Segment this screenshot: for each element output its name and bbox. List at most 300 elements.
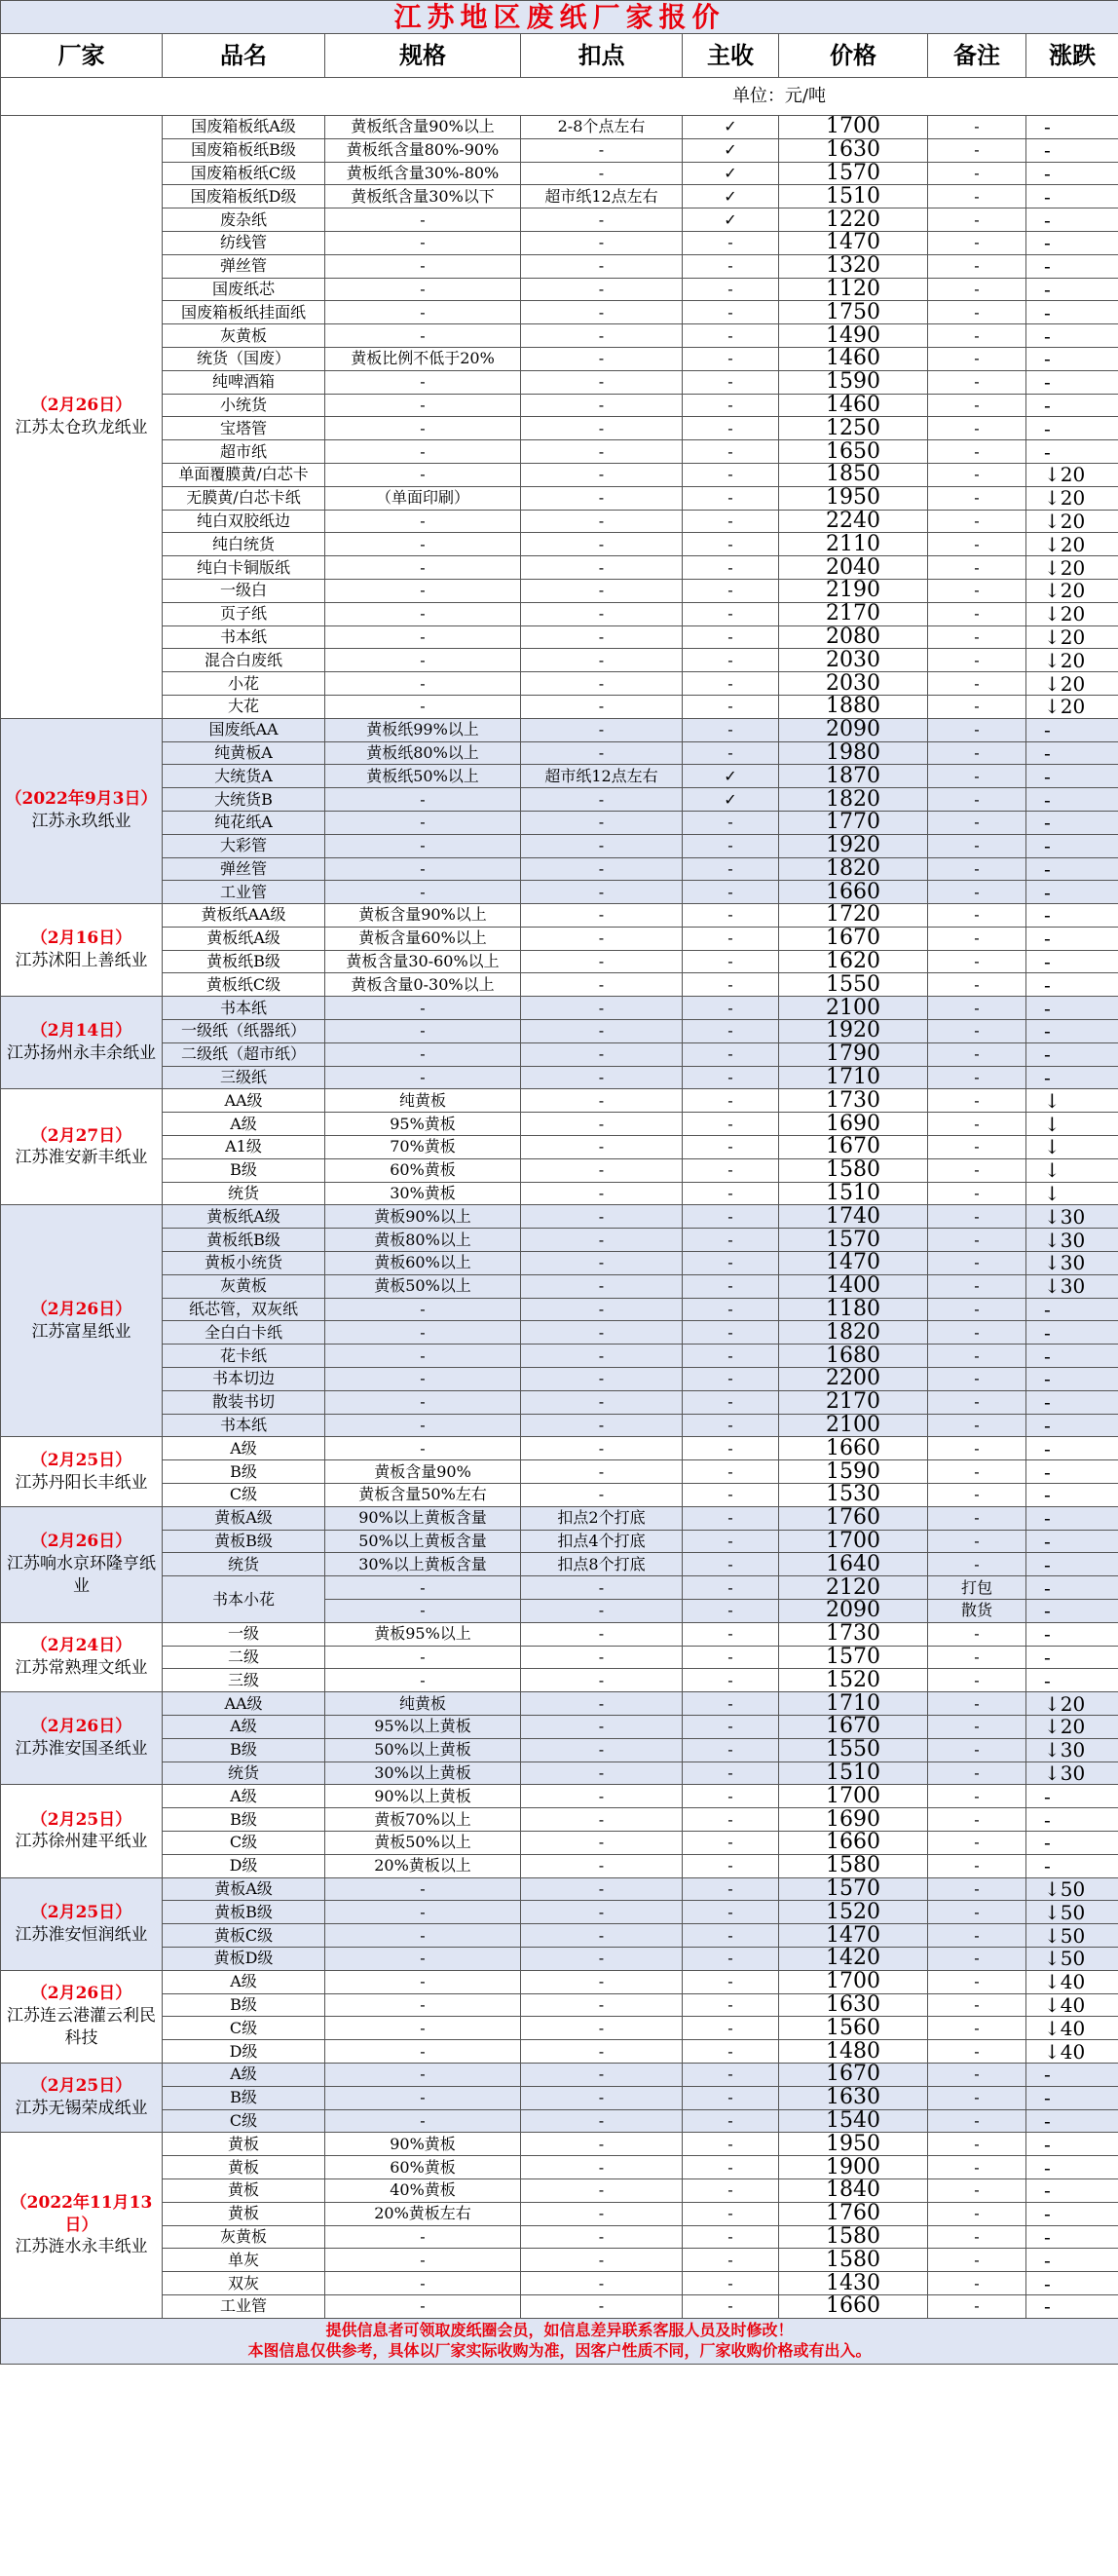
product-cell: 国废纸芯 (163, 278, 325, 301)
change-cell: ↓20 (1026, 510, 1118, 533)
product-cell: 大彩管 (163, 834, 325, 857)
table-row (1, 254, 1118, 278)
deduction-cell: - (521, 486, 683, 510)
main-flag-cell: - (683, 301, 779, 324)
price-cell: 1670 (779, 1715, 928, 1738)
deduction-cell: - (521, 1136, 683, 1159)
main-flag-cell: - (683, 2156, 779, 2179)
table-row (1, 1182, 1118, 1205)
price-cell: 1580 (779, 1854, 928, 1877)
spec-cell: 30%黄板 (325, 1182, 521, 1205)
note-cell: - (928, 370, 1026, 394)
product-cell: 纯花纸A (163, 811, 325, 834)
spec-cell: - (325, 625, 521, 649)
spec-cell: - (325, 1042, 521, 1066)
table-row (1, 1020, 1118, 1043)
product-cell: 黄板C级 (163, 1924, 325, 1948)
factory-name: 江苏太仓玖龙纸业 (15, 417, 148, 437)
deduction-cell: - (521, 2086, 683, 2109)
change-cell: ↓30 (1026, 1274, 1118, 1298)
note-cell: - (928, 649, 1026, 672)
spec-cell: - (325, 2225, 521, 2249)
main-flag-cell: - (683, 231, 779, 254)
spec-cell: - (325, 2272, 521, 2295)
table-row (1, 1901, 1118, 1924)
deduction-cell: - (521, 1252, 683, 1275)
table-row (1, 927, 1118, 950)
factory-date: （2月27日） (30, 1125, 132, 1146)
deduction-cell: - (521, 556, 683, 580)
price-cell: 1700 (779, 1785, 928, 1808)
product-cell: 黄板A级 (163, 1877, 325, 1901)
table-row (1, 1506, 1118, 1530)
deduction-cell: - (521, 324, 683, 348)
spec-cell: - (325, 1600, 521, 1623)
price-cell: 2170 (779, 602, 928, 625)
deduction-cell: - (521, 2133, 683, 2156)
note-cell: - (928, 1762, 1026, 1785)
deduction-cell: - (521, 1368, 683, 1391)
product-cell: 书本切边 (163, 1368, 325, 1391)
note-cell: - (928, 1042, 1026, 1066)
factory-date: （2月14日） (30, 1021, 132, 1042)
deduction-cell: - (521, 1229, 683, 1252)
main-flag-cell: ✓ (683, 185, 779, 208)
spec-cell: - (325, 324, 521, 348)
product-cell: C级 (163, 2109, 325, 2133)
change-cell: - (1026, 1646, 1118, 1669)
main-flag-cell: - (683, 1484, 779, 1507)
table-row (1, 324, 1118, 348)
price-cell: 1670 (779, 927, 928, 950)
note-cell: - (928, 718, 1026, 741)
product-cell: 二级 (163, 1646, 325, 1669)
header-note: 备注 (928, 34, 1026, 78)
price-cell: 1790 (779, 1042, 928, 1066)
price-cell: 1220 (779, 208, 928, 232)
spec-cell: - (325, 533, 521, 556)
deduction-cell: - (521, 904, 683, 928)
table-row (1, 486, 1118, 510)
main-flag-cell: - (683, 695, 779, 718)
spec-cell: 黄板纸含量30%以下 (325, 185, 521, 208)
spec-cell: - (325, 1669, 521, 1692)
spec-cell: 黄板含量0-30%以上 (325, 973, 521, 997)
table-row (1, 1692, 1118, 1716)
factory-cell (1, 2133, 163, 2318)
price-cell: 1460 (779, 347, 928, 370)
change-cell: ↓20 (1026, 695, 1118, 718)
table-row (1, 1831, 1118, 1854)
price-cell: 1900 (779, 2156, 928, 2179)
note-cell: - (928, 602, 1026, 625)
price-cell: 1630 (779, 2086, 928, 2109)
main-flag-cell: - (683, 1089, 779, 1113)
price-cell: 1510 (779, 1762, 928, 1785)
deduction-cell: - (521, 254, 683, 278)
note-cell: - (928, 1669, 1026, 1692)
spec-cell: - (325, 1947, 521, 1970)
main-flag-cell: - (683, 1576, 779, 1600)
table-row (1, 2249, 1118, 2272)
note-cell: - (928, 254, 1026, 278)
change-cell: - (1026, 1530, 1118, 1553)
main-flag-cell: - (683, 1229, 779, 1252)
note-cell: - (928, 1158, 1026, 1182)
price-cell: 1730 (779, 1089, 928, 1113)
table-row (1, 1553, 1118, 1576)
table-row (1, 2109, 1118, 2133)
change-cell: - (1026, 1321, 1118, 1345)
table-row (1, 2133, 1118, 2156)
deduction-cell: - (521, 881, 683, 904)
main-flag-cell: - (683, 463, 779, 486)
note-cell: - (928, 1530, 1026, 1553)
factory-date: （2月25日） (30, 2076, 132, 2097)
note-cell: - (928, 556, 1026, 580)
change-cell: ↓ (1026, 1136, 1118, 1159)
deduction-cell: - (521, 1669, 683, 1692)
note-cell: - (928, 2063, 1026, 2086)
product-cell: 单灰 (163, 2249, 325, 2272)
change-cell: - (1026, 278, 1118, 301)
factory-name: 江苏扬州永丰余纸业 (7, 1043, 156, 1064)
product-cell: 小花 (163, 672, 325, 696)
table-row (1, 579, 1118, 602)
note-cell: - (928, 1252, 1026, 1275)
main-flag-cell: - (683, 1414, 779, 1437)
deduction-cell: - (521, 1854, 683, 1877)
table-row (1, 881, 1118, 904)
product-cell: 无膜黄/白芯卡纸 (163, 486, 325, 510)
table-row (1, 2294, 1118, 2318)
price-cell: 1560 (779, 2017, 928, 2040)
change-cell: - (1026, 765, 1118, 788)
price-cell: 1630 (779, 138, 928, 162)
table-row (1, 602, 1118, 625)
deduction-cell: - (521, 857, 683, 881)
price-cell: 1470 (779, 231, 928, 254)
spec-cell: - (325, 1345, 521, 1368)
main-flag-cell: - (683, 533, 779, 556)
deduction-cell: - (521, 1437, 683, 1460)
note-cell: - (928, 1089, 1026, 1113)
deduction-cell: 扣点2个打底 (521, 1506, 683, 1530)
factory-cell (1, 1692, 163, 1785)
table-row (1, 185, 1118, 208)
change-cell: - (1026, 254, 1118, 278)
change-cell: - (1026, 162, 1118, 185)
spec-cell: - (325, 2294, 521, 2318)
product-cell: 超市纸 (163, 440, 325, 464)
main-flag-cell: - (683, 510, 779, 533)
spec-cell: - (325, 997, 521, 1020)
table-row (1, 1460, 1118, 1484)
change-cell: - (1026, 1066, 1118, 1089)
price-cell: 1820 (779, 857, 928, 881)
deduction-cell: - (521, 1414, 683, 1437)
table-row (1, 997, 1118, 1020)
main-flag-cell: - (683, 1252, 779, 1275)
table-row (1, 1762, 1118, 1785)
product-cell: 大花 (163, 695, 325, 718)
product-cell: B级 (163, 1738, 325, 1762)
deduction-cell: - (521, 231, 683, 254)
table-row (1, 556, 1118, 580)
change-cell: ↓ (1026, 1089, 1118, 1113)
spec-cell: - (325, 2017, 521, 2040)
spec-cell: - (325, 579, 521, 602)
deduction-cell: - (521, 1762, 683, 1785)
change-cell: - (1026, 2086, 1118, 2109)
product-cell: 纯白双胶纸边 (163, 510, 325, 533)
price-cell: 1570 (779, 1229, 928, 1252)
spec-cell: - (325, 2040, 521, 2064)
note-cell: 散货 (928, 1600, 1026, 1623)
table-row (1, 162, 1118, 185)
price-cell: 1480 (779, 2040, 928, 2064)
main-flag-cell: - (683, 2109, 779, 2133)
spec-cell: 30%以上黄板 (325, 1762, 521, 1785)
note-cell: - (928, 2249, 1026, 2272)
note-cell: - (928, 1274, 1026, 1298)
table-row (1, 116, 1118, 139)
price-cell: 1950 (779, 486, 928, 510)
note-cell: - (928, 579, 1026, 602)
main-flag-cell: - (683, 1205, 779, 1229)
table-row (1, 440, 1118, 464)
main-flag-cell: ✓ (683, 788, 779, 812)
change-cell: - (1026, 2294, 1118, 2318)
factory-cell (1, 1877, 163, 1970)
product-cell: 工业管 (163, 881, 325, 904)
main-flag-cell: - (683, 347, 779, 370)
change-cell: - (1026, 2202, 1118, 2225)
change-cell: - (1026, 1345, 1118, 1368)
note-cell: - (928, 1390, 1026, 1414)
main-flag-cell: - (683, 1042, 779, 1066)
main-flag-cell: - (683, 417, 779, 440)
product-cell: 国废箱板纸C级 (163, 162, 325, 185)
change-cell: ↓ (1026, 1113, 1118, 1136)
product-cell: C级 (163, 2017, 325, 2040)
deduction-cell: - (521, 1321, 683, 1345)
note-cell: - (928, 2086, 1026, 2109)
factory-name: 江苏丹阳长丰纸业 (15, 1472, 148, 1493)
main-flag-cell: - (683, 1368, 779, 1391)
product-cell: 三级纸 (163, 1066, 325, 1089)
product-cell: 黄板纸B级 (163, 1229, 325, 1252)
deduction-cell: - (521, 834, 683, 857)
table-row (1, 904, 1118, 928)
note-cell: 打包 (928, 1576, 1026, 1600)
factory-name: 江苏淮安恒润纸业 (15, 1924, 148, 1945)
change-cell: - (1026, 1368, 1118, 1391)
price-cell: 1250 (779, 417, 928, 440)
deduction-cell: - (521, 1715, 683, 1738)
main-flag-cell: - (683, 2294, 779, 2318)
deduction-cell: - (521, 440, 683, 464)
table-row (1, 1368, 1118, 1391)
main-flag-cell: - (683, 1345, 779, 1368)
factory-name: 江苏徐州建平纸业 (15, 1832, 148, 1852)
table-row (1, 1089, 1118, 1113)
main-flag-cell: ✓ (683, 765, 779, 788)
factory-cell (1, 904, 163, 997)
factory-date: （2月26日） (30, 395, 132, 415)
deduction-cell: - (521, 533, 683, 556)
footer-line-1: 提供信息者可领取废纸圈会员，如信息差异联系客服人员及时修改！ (325, 2320, 794, 2339)
change-cell: - (1026, 997, 1118, 1020)
change-cell: - (1026, 370, 1118, 394)
spec-cell: - (325, 1020, 521, 1043)
main-flag-cell: - (683, 1298, 779, 1321)
note-cell: - (928, 162, 1026, 185)
product-cell: 黄板 (163, 2202, 325, 2225)
product-cell: 纺线管 (163, 231, 325, 254)
factory-date: （2月24日） (30, 1636, 132, 1656)
note-cell: - (928, 1854, 1026, 1877)
spec-cell: - (325, 417, 521, 440)
product-cell: 统货 (163, 1553, 325, 1576)
product-cell: C级 (163, 1831, 325, 1854)
table-row (1, 695, 1118, 718)
table-row (1, 625, 1118, 649)
spec-cell: 95%以上黄板 (325, 1715, 521, 1738)
price-cell: 1620 (779, 950, 928, 973)
price-cell: 1950 (779, 2133, 928, 2156)
product-cell: 纯白卡铜版纸 (163, 556, 325, 580)
table-row (1, 1298, 1118, 1321)
product-cell: 大统货A (163, 765, 325, 788)
change-cell: - (1026, 834, 1118, 857)
note-cell: - (928, 625, 1026, 649)
spec-cell: 黄板纸含量90%以上 (325, 116, 521, 139)
product-cell: 黄板 (163, 2156, 325, 2179)
main-flag-cell: - (683, 1530, 779, 1553)
note-cell: - (928, 1020, 1026, 1043)
main-flag-cell: - (683, 254, 779, 278)
change-cell: - (1026, 1020, 1118, 1043)
table-row (1, 370, 1118, 394)
product-cell: 黄板纸A级 (163, 1205, 325, 1229)
spec-cell: - (325, 1877, 521, 1901)
product-cell: 国废箱板纸挂面纸 (163, 301, 325, 324)
change-cell: - (1026, 1506, 1118, 1530)
factory-cell (1, 1205, 163, 1437)
note-cell: - (928, 1066, 1026, 1089)
price-cell: 2090 (779, 718, 928, 741)
deduction-cell: - (521, 2294, 683, 2318)
deduction-cell: - (521, 695, 683, 718)
table-row (1, 1274, 1118, 1298)
price-cell: 1420 (779, 1947, 928, 1970)
product-cell: 双灰 (163, 2272, 325, 2295)
price-cell: 1700 (779, 1530, 928, 1553)
deduction-cell: - (521, 1993, 683, 2017)
product-cell: 黄板小统货 (163, 1252, 325, 1275)
deduction-cell: - (521, 1205, 683, 1229)
main-flag-cell: - (683, 602, 779, 625)
note-cell: - (928, 811, 1026, 834)
change-cell: - (1026, 1600, 1118, 1623)
change-cell: - (1026, 788, 1118, 812)
product-cell: 混合白废纸 (163, 649, 325, 672)
deduction-cell: - (521, 927, 683, 950)
deduction-cell: - (521, 1298, 683, 1321)
main-flag-cell: - (683, 324, 779, 348)
table-row (1, 1345, 1118, 1368)
factory-date: （2月26日） (30, 1984, 132, 2004)
spec-cell: - (325, 788, 521, 812)
spec-cell: 黄板纸含量30%-80% (325, 162, 521, 185)
price-cell: 1530 (779, 1484, 928, 1507)
note-cell: - (928, 834, 1026, 857)
main-flag-cell: - (683, 973, 779, 997)
change-cell: ↓40 (1026, 1970, 1118, 1993)
note-cell: - (928, 2040, 1026, 2064)
note-cell: - (928, 1460, 1026, 1484)
price-cell: 1510 (779, 1182, 928, 1205)
spec-cell: - (325, 231, 521, 254)
change-cell: ↓40 (1026, 1993, 1118, 2017)
deduction-cell: - (521, 2178, 683, 2202)
table-row (1, 834, 1118, 857)
product-cell: 统货 (163, 1182, 325, 1205)
main-flag-cell: - (683, 1831, 779, 1854)
table-row (1, 2040, 1118, 2064)
change-cell: ↓20 (1026, 486, 1118, 510)
main-flag-cell: - (683, 1066, 779, 1089)
price-cell: 1650 (779, 440, 928, 464)
note-cell: - (928, 2272, 1026, 2295)
note-cell: - (928, 927, 1026, 950)
note-cell: - (928, 116, 1026, 139)
deduction-cell: - (521, 788, 683, 812)
main-flag-cell: - (683, 1808, 779, 1832)
main-flag-cell: - (683, 1182, 779, 1205)
change-cell: - (1026, 904, 1118, 928)
note-cell: - (928, 417, 1026, 440)
note-cell: - (928, 2017, 1026, 2040)
price-cell: 1760 (779, 2202, 928, 2225)
factory-cell (1, 1437, 163, 1506)
header-row (1, 34, 1118, 78)
note-cell: - (928, 1622, 1026, 1646)
table-row (1, 857, 1118, 881)
spec-cell: （单面印刷） (325, 486, 521, 510)
main-flag-cell: - (683, 1113, 779, 1136)
spec-cell: 20%黄板以上 (325, 1854, 521, 1877)
header-change: 涨跌 (1026, 34, 1118, 78)
spec-cell: 黄板含量60%以上 (325, 927, 521, 950)
product-cell: 国废箱板纸A级 (163, 116, 325, 139)
factory-cell (1, 718, 163, 903)
factory-name: 江苏永玖纸业 (31, 812, 131, 832)
spec-cell: - (325, 1066, 521, 1089)
product-cell: 灰黄板 (163, 1274, 325, 1298)
table-row (1, 1993, 1118, 2017)
note-cell: - (928, 2156, 1026, 2179)
factory-name: 江苏连云港灌云利民科技 (7, 2006, 156, 2049)
change-cell: ↓30 (1026, 1738, 1118, 1762)
note-cell: - (928, 1205, 1026, 1229)
deduction-cell: - (521, 950, 683, 973)
note-cell: - (928, 1553, 1026, 1576)
change-cell: ↓20 (1026, 672, 1118, 696)
deduction-cell: - (521, 1901, 683, 1924)
note-cell: - (928, 2294, 1026, 2318)
